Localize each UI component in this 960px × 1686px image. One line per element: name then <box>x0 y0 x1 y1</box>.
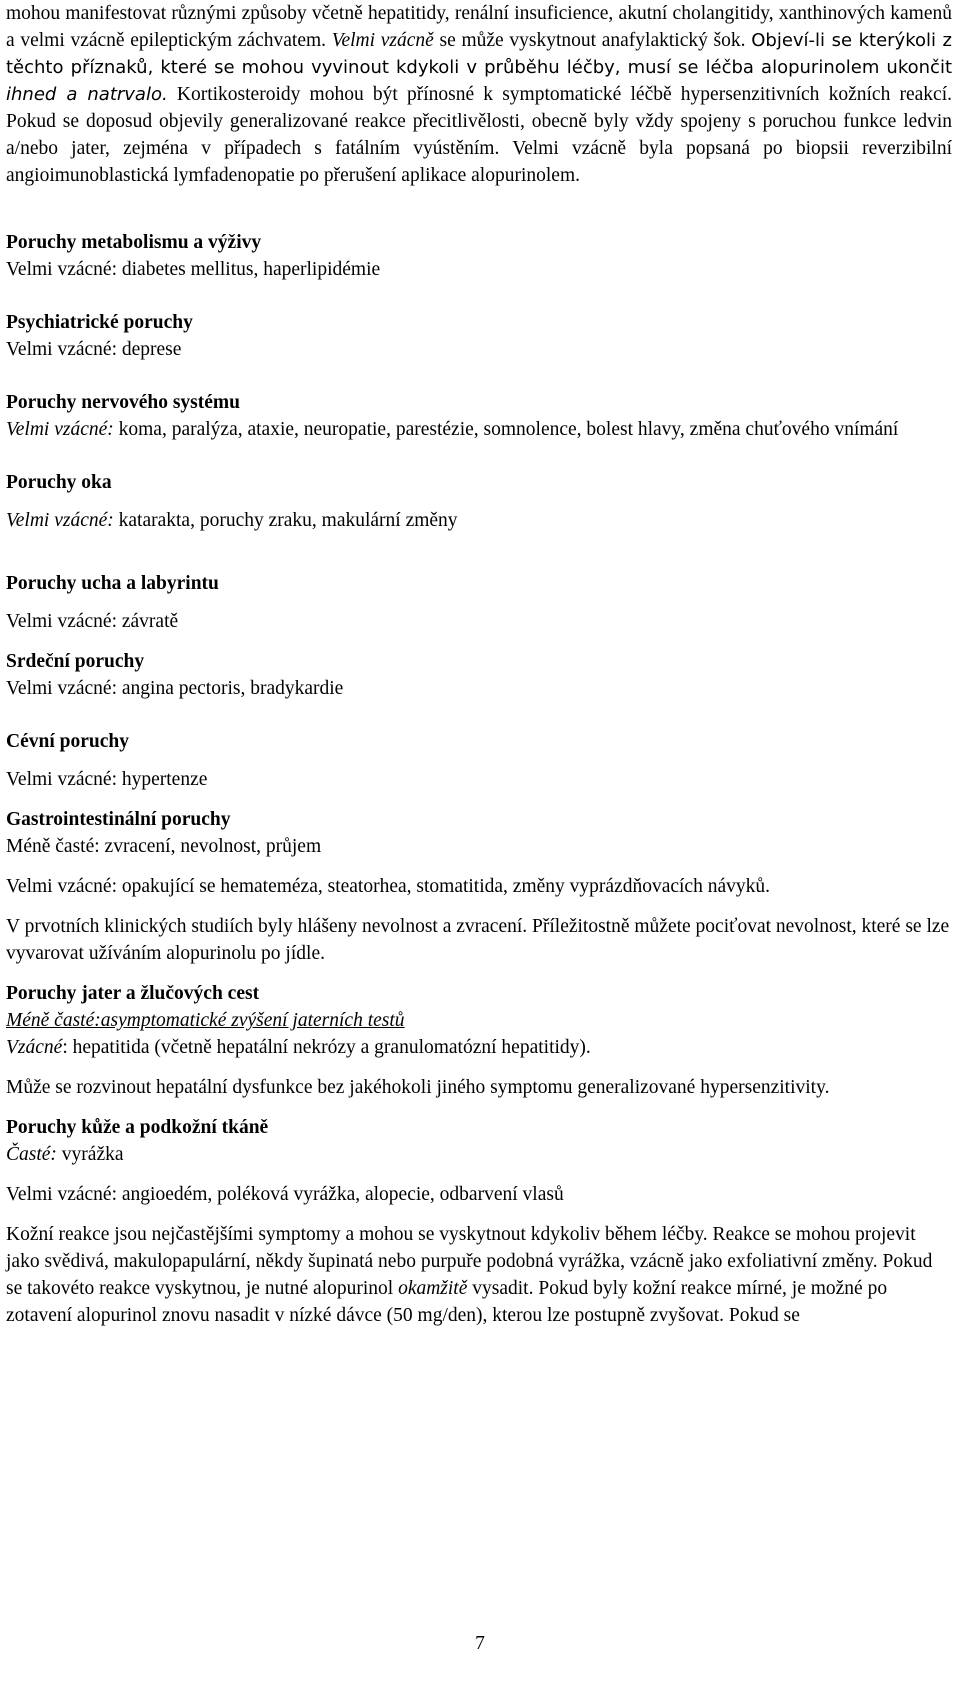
text-liver-2-body: : hepatitida (včetně hepatální nekrózy a granulomatózní hepatitidy). <box>62 1037 591 1058</box>
text-cardiac: Velmi vzácné: angina pectoris, bradykardie <box>6 678 344 699</box>
heading-skin: Poruchy kůže a podkožní tkáně <box>6 1117 269 1138</box>
text-skin-3-italic: okamžitě <box>398 1278 468 1299</box>
text-liver-1: Méně časté:asymptomatické zvýšení jaterních testů <box>6 1010 405 1031</box>
text-gi-1: Méně časté: zvracení, nevolnost, průjem <box>6 836 322 857</box>
intro-text-1: mohou manifestovat různými způsoby včetně hepatitidy, renální insuficience, akutní cholangitidy, xanthinových kamenů a velmi vzácně epileptickým záchvatem. <box>6 3 952 51</box>
text-gi-2: Velmi vzácné: opakující se hemateméza, steatorhea, stomatitida, změny vyprázdňovacích návyků. <box>6 876 770 897</box>
heading-liver: Poruchy jater a žlučových cest <box>6 983 260 1004</box>
heading-eye: Poruchy oka <box>6 472 112 493</box>
text-metabolism: Velmi vzácné: diabetes mellitus, haperlipidémie <box>6 259 381 280</box>
intro-text-2: Objeví-li se kterýkoli z těchto příznaků, které se mohou vyvinout kdykoli v průběhu léčby, musí se léčba alopurinolem ukončit <box>6 30 952 78</box>
text-liver-3: Může se rozvinout hepatální dysfunkce bez jakéhokoli jiného symptomu generalizované hypersenzitivity. <box>6 1077 830 1098</box>
intro-text-1-end: se může vyskytnout anafylaktický šok. <box>439 30 746 51</box>
text-ear: Velmi vzácné: závratě <box>6 611 179 632</box>
intro-paragraph <box>6 0 952 189</box>
document-page <box>6 0 952 1329</box>
heading-ear: Poruchy ucha a labyrintu <box>6 573 219 594</box>
page-number: 7 <box>475 1633 485 1654</box>
heading-psychiatric: Psychiatrické poruchy <box>6 312 193 333</box>
intro-text-3: Kortikosteroidy mohou být přínosné k symptomatické léčbě hypersenzitivních kožních reakcí. <box>176 84 953 105</box>
text-nervous-body: koma, paralýza, ataxie, neuropatie, parestézie, somnolence, bolest hlavy, změna chuťového vnímání <box>118 419 899 440</box>
intro-text-5: Velmi vzácně byla popsaná po biopsii reverzibilní angioimunoblastická lymfadenopatie po přerušení aplikace alopurinolem. <box>6 138 952 186</box>
text-eye-label: Velmi vzácné: <box>6 510 114 531</box>
text-eye-body: katarakta, poruchy zraku, makulární změny <box>118 510 458 531</box>
text-skin-2: Velmi vzácné: angioedém, poléková vyrážka, alopecie, odbarvení vlasů <box>6 1184 564 1205</box>
text-eye <box>6 507 952 534</box>
text-skin-1-label: Časté: <box>6 1144 57 1165</box>
text-skin-3a: Kožní reakce jsou nejčastějšími symptomy a mohou se vyskytnout kdykoliv během léčby. Reakce se mohou projevit jako svědivá, makulopapulární, někdy šupinatá nebo purpuře podobná vyrážka, vzácně jako exfoliativní změny. Pokud se takovéto reakce vyskytnou, je nutné alopurinol <box>6 1224 933 1299</box>
heading-nervous: Poruchy nervového systému <box>6 392 240 413</box>
intro-text-2-italic: ihned a natrvalo. <box>6 84 168 105</box>
text-skin-3 <box>6 1221 952 1329</box>
text-skin-1-body: vyrážka <box>61 1144 124 1165</box>
text-gi-3: V prvotních klinických studiích byly hlášeny nevolnost a zvracení. Příležitostně můžete pociťovat nevolnost, které se lze vyvarovat užíváním alopurinolu po jídle. <box>6 916 950 964</box>
text-nervous <box>6 416 952 443</box>
text-psychiatric: Velmi vzácné: deprese <box>6 339 182 360</box>
heading-vascular: Cévní poruchy <box>6 731 129 752</box>
heading-cardiac: Srdeční poruchy <box>6 651 145 672</box>
text-skin-1 <box>6 1141 952 1168</box>
heading-metabolism: Poruchy metabolismu a výživy <box>6 232 262 253</box>
text-nervous-label: Velmi vzácné: <box>6 419 114 440</box>
text-skin-3b: vysadit. Pokud byly kožní reakce mírné, je možné po zotavení alopurinol znovu nasadit v nízké dávce (50 mg/den), kterou lze postupně zvyšovat. Pokud se <box>6 1278 888 1326</box>
text-liver-2 <box>6 1034 952 1061</box>
text-vascular: Velmi vzácné: hypertenze <box>6 769 208 790</box>
intro-text-1-italic: Velmi vzácně <box>331 30 434 51</box>
heading-gastrointestinal: Gastrointestinální poruchy <box>6 809 231 830</box>
text-liver-2-label: Vzácné <box>6 1037 63 1058</box>
intro-text-4: Pokud se doposud objevily generalizované reakce přecitlivělosti, obecně byly vždy spojeny s poruchou funkce ledvin a/nebo jater, zejména v případech s fatálním vyústěním. <box>6 111 952 159</box>
